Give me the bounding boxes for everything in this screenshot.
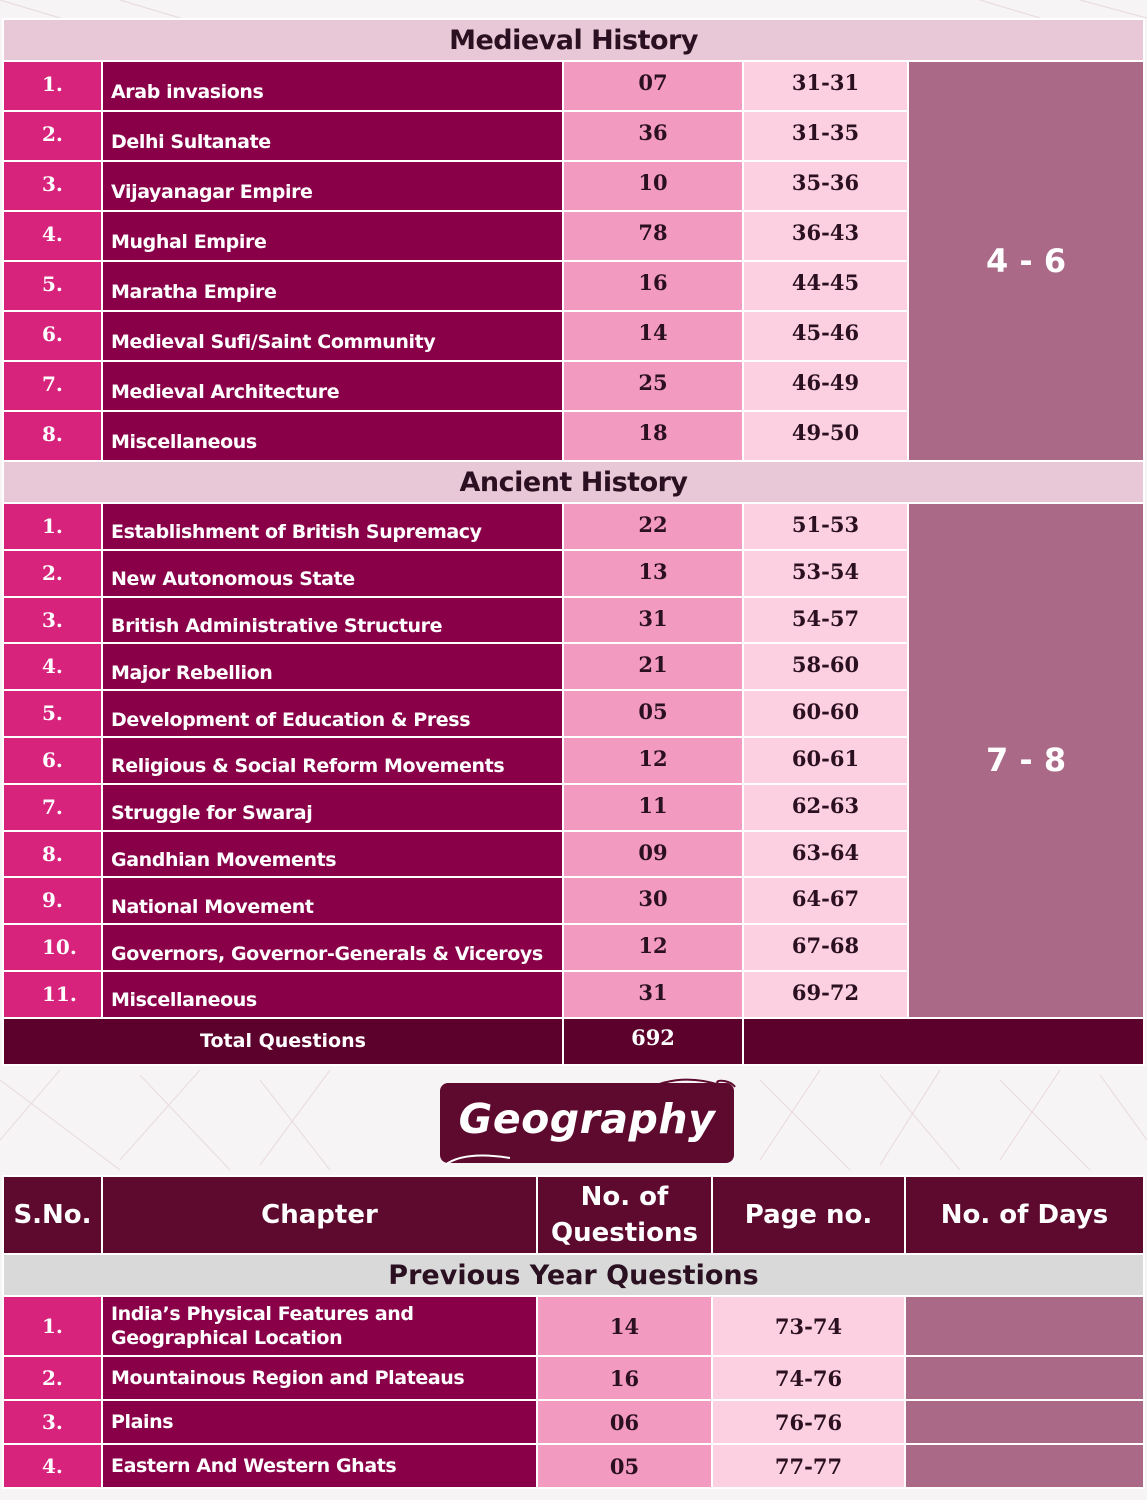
row-pages-text: 69-72 (791, 979, 860, 1005)
row-chapter-text: New Autonomous State (111, 568, 355, 591)
row-pages (743, 737, 908, 784)
row-questions-text: 78 (638, 220, 668, 245)
row-sno (3, 643, 102, 690)
row-sno-text: 6. (42, 747, 63, 772)
row-chapter-line2: Geographical Location (111, 1327, 343, 1349)
geography-table-wrapper (2, 1175, 1143, 1489)
row-sno-text: 5. (42, 272, 63, 296)
row-chapter (102, 111, 563, 161)
row-sno-text: 8. (42, 422, 63, 446)
row-pages (743, 261, 908, 311)
swirl-ornament (440, 1150, 520, 1170)
row-pages (743, 784, 908, 831)
row-pages (743, 597, 908, 644)
row-pages (743, 924, 908, 971)
row-pages (743, 61, 908, 111)
row-pages-text: 44-45 (791, 270, 860, 295)
row-sno-text: 1. (42, 72, 63, 96)
row-pages-text: 36-43 (791, 220, 860, 245)
row-sno-text: 8. (42, 841, 63, 866)
section-title: Medieval History (3, 19, 1144, 61)
row-sno (3, 737, 102, 784)
row-pages (743, 550, 908, 597)
row-chapter-text: National Movement (111, 895, 314, 918)
row-chapter-text: Miscellaneous (111, 989, 257, 1012)
column-header-chapter: Chapter (102, 1176, 537, 1254)
row-chapter (102, 1296, 537, 1356)
row-pages-text: 31-31 (791, 70, 860, 95)
row-pages-text: 58-60 (791, 652, 860, 678)
row-questions (563, 503, 743, 550)
row-sno: 4. (3, 1444, 102, 1488)
row-questions (563, 361, 743, 411)
row-sno-text: 2. (42, 560, 63, 585)
row-sno (3, 411, 102, 461)
row-sno (3, 503, 102, 550)
row-chapter (102, 924, 563, 971)
row-pages-text: 35-36 (791, 170, 860, 195)
row-chapter-text: Governors, Governor-Generals & Viceroys (111, 942, 543, 965)
days-cell: 4 - 6 (908, 61, 1144, 461)
row-pages: 73-74 (712, 1296, 905, 1356)
section-header-medieval (3, 19, 1144, 61)
row-questions (563, 261, 743, 311)
row-chapter (102, 503, 563, 550)
row-pages-text: 46-49 (791, 370, 860, 395)
row-chapter (102, 311, 563, 361)
row-sno-text: 9. (42, 888, 63, 913)
row-pages-text: 45-46 (791, 320, 860, 345)
row-questions-text: 31 (638, 605, 668, 631)
row-questions-text: 11 (638, 792, 668, 818)
row-chapter (102, 737, 563, 784)
row-sno-text: 2. (42, 122, 63, 146)
row-questions-text: 22 (638, 512, 668, 537)
row-questions (563, 111, 743, 161)
row-pages-text: 53-54 (791, 558, 860, 584)
row-chapter (102, 261, 563, 311)
row-questions (563, 831, 743, 878)
column-header-sno: S.No. (3, 1176, 102, 1254)
row-pages (743, 111, 908, 161)
row-sno (3, 877, 102, 924)
row-pages (743, 411, 908, 461)
total-label: Total Questions (3, 1018, 563, 1065)
days-cell (905, 1444, 1144, 1488)
row-chapter (102, 550, 563, 597)
row-pages-text: 51-53 (791, 512, 860, 537)
row-chapter-line1: Plains (111, 1411, 174, 1433)
row-pages-text: 49-50 (791, 420, 860, 445)
row-sno-text: 7. (42, 794, 63, 819)
row-questions (563, 211, 743, 261)
row-sno (3, 261, 102, 311)
history-table (2, 18, 1145, 1066)
table-row (3, 1296, 1144, 1356)
section-title: Ancient History (3, 461, 1144, 503)
row-pages (743, 971, 908, 1018)
row-chapter-text: Mughal Empire (111, 231, 267, 253)
row-pages: 74-76 (712, 1356, 905, 1400)
row-pages (743, 690, 908, 737)
row-sno-text: 7. (42, 372, 63, 396)
row-questions-text: 05 (638, 699, 668, 725)
column-header-questions-line1: No. of (580, 1182, 669, 1212)
row-sno (3, 784, 102, 831)
row-chapter (102, 361, 563, 411)
row-pages (743, 161, 908, 211)
geography-table (2, 1175, 1145, 1489)
row-questions: 16 (537, 1356, 712, 1400)
row-questions: 06 (537, 1400, 712, 1444)
row-sno (3, 924, 102, 971)
row-sno (3, 311, 102, 361)
row-chapter-text: Gandhian Movements (111, 848, 337, 871)
table-row (3, 1356, 1144, 1400)
geography-title-badge: Geography (440, 1083, 734, 1163)
row-chapter-line1: India’s Physical Features and (111, 1303, 414, 1325)
row-sno (3, 111, 102, 161)
row-chapter (102, 1444, 537, 1488)
row-pages (743, 877, 908, 924)
row-chapter (102, 643, 563, 690)
row-chapter (102, 211, 563, 261)
row-questions (563, 61, 743, 111)
row-pages (743, 211, 908, 261)
row-questions (563, 411, 743, 461)
row-questions (563, 690, 743, 737)
row-pages (743, 643, 908, 690)
row-chapter-line1: Mountainous Region and Plateaus (111, 1367, 465, 1389)
row-sno-text: 3. (42, 607, 63, 632)
row-chapter (102, 1356, 537, 1400)
row-questions-text: 25 (638, 370, 668, 395)
row-sno-text: 1. (42, 514, 63, 538)
total-row (3, 1018, 1144, 1065)
row-pages-text: 67-68 (791, 933, 860, 959)
row-questions-text: 16 (638, 270, 668, 295)
row-chapter (102, 831, 563, 878)
row-chapter (102, 597, 563, 644)
row-questions-text: 09 (638, 839, 668, 865)
row-chapter-text: Religious & Social Reform Movements (111, 755, 505, 778)
row-chapter (102, 971, 563, 1018)
row-sno (3, 690, 102, 737)
row-sno-text: 11. (42, 981, 77, 1006)
row-questions-text: 21 (638, 652, 668, 678)
table-row (3, 1444, 1144, 1488)
row-chapter-text: Establishment of British Supremacy (111, 521, 482, 544)
column-header-days: No. of Days (905, 1176, 1144, 1254)
row-pages: 76-76 (712, 1400, 905, 1444)
row-sno: 1. (3, 1296, 102, 1356)
table-row (3, 503, 1144, 550)
days-cell: 7 - 8 (908, 503, 1144, 1018)
row-sno: 2. (3, 1356, 102, 1400)
row-chapter-text: Medieval Architecture (111, 381, 340, 403)
row-chapter-text: Vijayanagar Empire (111, 181, 313, 203)
row-questions-text: 12 (638, 933, 668, 959)
row-pages-text: 63-64 (791, 839, 860, 865)
row-questions (563, 737, 743, 784)
row-chapter-text: Delhi Sultanate (111, 131, 271, 153)
row-pages-text: 64-67 (791, 886, 860, 912)
column-header-pages: Page no. (712, 1176, 905, 1254)
row-chapter-line1: Eastern And Western Ghats (111, 1455, 397, 1477)
row-sno (3, 831, 102, 878)
row-chapter-text: Miscellaneous (111, 431, 257, 453)
row-sno-text: 5. (42, 701, 63, 726)
days-cell (905, 1296, 1144, 1356)
row-chapter (102, 690, 563, 737)
row-pages (743, 831, 908, 878)
row-questions (563, 161, 743, 211)
total-empty-cell (743, 1018, 1144, 1065)
row-chapter-text: Development of Education & Press (111, 708, 471, 731)
row-questions (563, 784, 743, 831)
row-questions (563, 924, 743, 971)
row-chapter-text: British Administrative Structure (111, 614, 443, 637)
row-pages-text: 62-63 (791, 792, 860, 818)
row-sno-text: 6. (42, 322, 63, 346)
row-chapter-text: Major Rebellion (111, 661, 273, 684)
swirl-ornament (640, 1075, 740, 1095)
row-pages: 77-77 (712, 1444, 905, 1488)
row-questions-text: 36 (638, 120, 668, 145)
table-header-row (3, 1176, 1144, 1254)
row-questions (563, 597, 743, 644)
section-header-pyq (3, 1254, 1144, 1296)
row-chapter (102, 161, 563, 211)
total-value: 692 (563, 1018, 743, 1065)
row-pages (743, 503, 908, 550)
row-sno (3, 161, 102, 211)
row-pages (743, 361, 908, 411)
row-chapter-text: Arab invasions (111, 81, 264, 103)
row-chapter-text: Struggle for Swaraj (111, 802, 313, 825)
section-title: Previous Year Questions (3, 1254, 1144, 1296)
row-questions-text: 07 (638, 70, 668, 95)
row-questions-text: 31 (638, 979, 668, 1005)
row-sno (3, 971, 102, 1018)
row-questions (563, 877, 743, 924)
table-row (3, 1400, 1144, 1444)
table-row (3, 61, 1144, 111)
row-sno (3, 550, 102, 597)
row-questions-text: 18 (638, 420, 668, 445)
row-sno (3, 61, 102, 111)
row-sno-text: 4. (42, 222, 63, 246)
row-questions-text: 13 (638, 558, 668, 584)
row-sno (3, 597, 102, 644)
row-chapter (102, 877, 563, 924)
row-questions-text: 10 (638, 170, 668, 195)
row-sno (3, 361, 102, 411)
column-header-questions (537, 1176, 712, 1254)
row-sno-text: 4. (42, 654, 63, 679)
row-questions (563, 643, 743, 690)
row-pages-text: 60-61 (791, 745, 860, 771)
row-questions (563, 971, 743, 1018)
days-cell (905, 1400, 1144, 1444)
row-chapter (102, 1400, 537, 1444)
row-questions: 05 (537, 1444, 712, 1488)
row-sno-text: 10. (42, 935, 77, 960)
row-questions (563, 311, 743, 361)
row-chapter (102, 784, 563, 831)
days-cell (905, 1356, 1144, 1400)
history-table-wrapper (2, 18, 1143, 1066)
row-sno (3, 211, 102, 261)
row-chapter-text: Maratha Empire (111, 281, 277, 303)
section-header-ancient (3, 461, 1144, 503)
row-questions-text: 30 (638, 886, 668, 912)
row-chapter-text: Medieval Sufi/Saint Community (111, 331, 436, 353)
row-questions-text: 14 (638, 320, 668, 345)
row-pages-text: 54-57 (791, 605, 860, 631)
row-pages-text: 31-35 (791, 120, 860, 145)
row-questions (563, 550, 743, 597)
row-sno: 3. (3, 1400, 102, 1444)
row-pages-text: 60-60 (791, 699, 860, 725)
row-chapter (102, 61, 563, 111)
row-questions-text: 12 (638, 745, 668, 771)
row-chapter (102, 411, 563, 461)
row-sno-text: 3. (42, 172, 63, 196)
column-header-questions-line2: Questions (551, 1218, 698, 1248)
row-pages (743, 311, 908, 361)
row-questions: 14 (537, 1296, 712, 1356)
